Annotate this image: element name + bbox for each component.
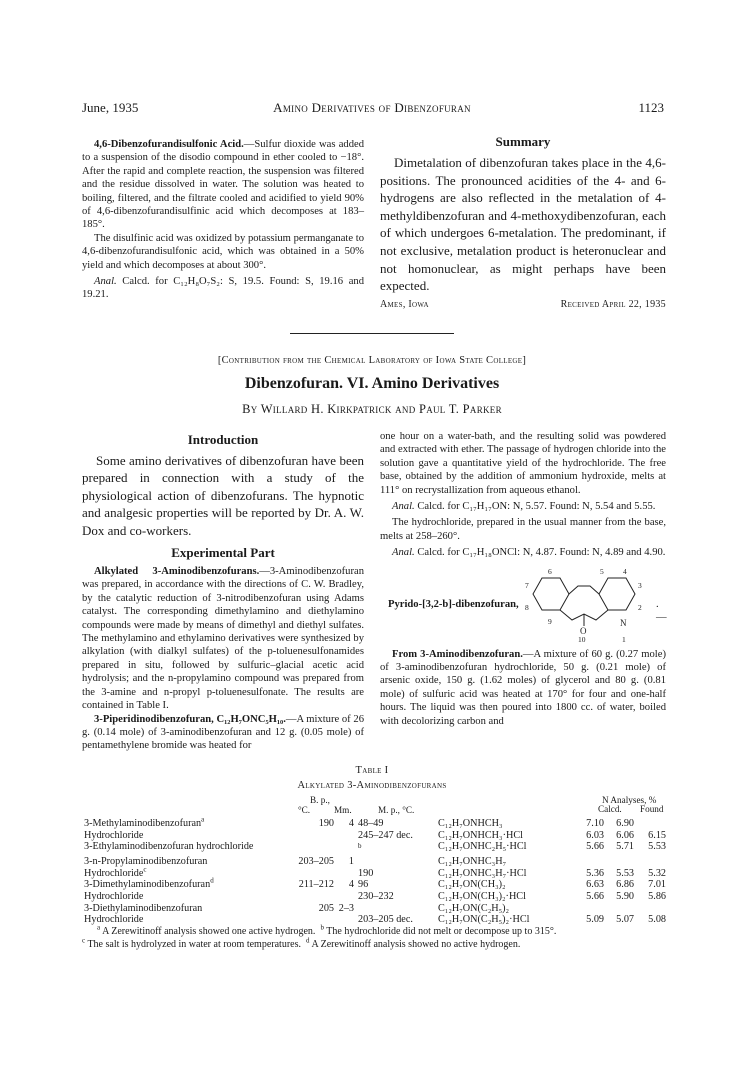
row-calcd: 7.10 (586, 818, 604, 829)
row-footnote-mark: c (143, 865, 147, 874)
row-name: Hydrochloride (84, 829, 144, 841)
article-title: Dibenzofuran. VI. Amino Derivatives (244, 375, 500, 392)
row-mp: 96 (358, 879, 369, 891)
row-found1: 6.90 (616, 818, 634, 829)
row-calcd: 6.03 (586, 829, 604, 841)
row-found1: 6.86 (616, 879, 634, 891)
row-formula: C₁₂H₇ONHC₃H₇·HCl (438, 867, 527, 879)
summary-heading: Summary (495, 134, 551, 149)
pyrido-dash: .— (656, 598, 667, 624)
table-row (82, 914, 668, 926)
row-name: 3-Ethylaminodibenzofuran hydrochloride (84, 841, 254, 853)
anal-label: Anal. (94, 276, 117, 288)
row-found2: 5.32 (648, 867, 666, 879)
row-name: 3-Dimethylaminodibenzofuran (84, 879, 211, 891)
row-found1: 5.71 (616, 841, 634, 853)
alkylated-text: —3-Aminodibenzofuran was prepared, in accordance with the directions of C. W. Bradley, by the catalytic reduction of 3-nitrodibenzofuran using Adams catalyst. The corresponding dimethylamino and diethylamino compounds were made by means of dimethyl and diethyl sulfates. The methylamino and ethylamino derivatives were synthesized by alkylation (with dialkyl sulfates) of the p-toluenesulfonamides prepared in situ, followed by sulfuric–glacial acetic acid hydrolysis; and the n-propylamino compound was prepared from the 3-amine and n-propyl p-toluenesulfonate. The results are contained in Table I. (82, 566, 364, 712)
row-mp: 230–232 (358, 890, 394, 902)
table-row (82, 830, 668, 842)
row-name: 3-Methylaminodibenzofuran (84, 818, 202, 829)
table-title: Alkylated 3-Aminodibenzofurans (297, 780, 447, 791)
article-authors: By Willard H. Kirkpatrick and Paul T. Parker (242, 402, 502, 416)
row-formula: C₁₂H₇ON(CH₃)₂·HCl (438, 890, 526, 902)
ring-atom-n: N (620, 617, 627, 628)
right-article-column (380, 430, 666, 728)
anal-text-2: Calcd. for C₁₇H₁₇ON: N, 5.57. Found: N, 5.54 and 5.55. (414, 501, 656, 513)
row-footnote-mark: d (210, 876, 214, 885)
row-footnote-mark: a (201, 815, 205, 824)
table-row (82, 891, 668, 903)
from-amine-heading: From 3-Aminodibenzofuran. (392, 648, 523, 660)
table-body (82, 815, 668, 926)
row-formula: C₁₂H₇ON(CH₃)₂ (438, 879, 506, 891)
row-formula: C₁₂H₇ONHCH₃ (438, 818, 503, 829)
intro-heading: Introduction (187, 432, 259, 447)
left-benzene-ring (533, 578, 569, 610)
table-row (82, 856, 668, 868)
right-pyridine-ring (599, 578, 635, 610)
ring-atom-o: O (580, 625, 587, 636)
table-row (82, 903, 668, 915)
row-mp: b (358, 842, 362, 851)
ring-num-9: 9 (548, 616, 552, 626)
section-divider (290, 333, 454, 334)
ring-num-6: 6 (548, 566, 552, 576)
table-row (82, 868, 668, 880)
ring-num-2: 2 (638, 602, 642, 612)
top-left-column (82, 138, 364, 302)
footnote-d: A Zerewitinoff analysis showed no active hydrogen. (311, 938, 521, 950)
summary-text: Dimetalation of dibenzofuran takes place in the 4,6-positions. The pronounced acidities of the 4- and 6-hydrogens are also reflected in the metalation of 4-methyldibenzofuran and 4-methoxydibenzofuran, each of which undergoes 6-metalation. The predominant, if not exclusive, metalation product is heteronuclear and not homonuclear, as might perhaps have been expected. (380, 155, 666, 294)
row-bp: 203–205 (298, 856, 334, 868)
row-mp: 48–49 (358, 818, 384, 829)
row-formula: C₁₂H₇ONHC₂H₅·HCl (438, 841, 527, 853)
row-found1: 5.90 (616, 890, 634, 902)
row-formula: C₁₂H₇ONHCH₃·HCl (438, 829, 523, 841)
ring-link (569, 586, 599, 594)
ring-num-4: 4 (623, 566, 627, 576)
page-number: 1123 (638, 100, 664, 115)
table-row (82, 879, 668, 891)
ring-num-10: 10 (578, 634, 586, 644)
row-found2: 5.08 (648, 914, 666, 926)
from-amine-text: —A mixture of 60 g. (0.27 mole) of 3-aminodibenzofuran hydrochloride, 50 g. (0.21 mole) of arsenic oxide, 150 g. (1.62 moles) of glycerol and 80 g. (0.81 mole) of sulfuric acid was heated at 170° for four and one-half hours. The liquid was then poured into 1800 cc. of water, boiled with decolorizing carbon and (380, 648, 666, 727)
ring-num-8: 8 (525, 602, 529, 612)
th-calcd: Calcd. (598, 804, 622, 814)
row-calcd: 5.66 (586, 890, 604, 902)
disulfonic-heading: 4,6-Dibenzofurandisulfonic Acid. (94, 139, 244, 150)
table-row (82, 818, 668, 830)
disulfonic-text: —Sulfur dioxide was added to a suspension of the disodio compound in ether cooled to −18°. After the rapid and complete reaction, the suspension was filtered and the residue dissolved in water. The solution was heated to boiling, filtered, and the filtrate cooled and acidified to yield 90% of 4,6-dibenzofurandisulfinic acid which decomposes at 183–185°. (82, 139, 364, 231)
row-found1: 5.07 (616, 914, 634, 926)
header-date: June, 1935 (82, 100, 139, 115)
left-article-column (82, 428, 364, 753)
row-mm: 1 (348, 856, 354, 868)
row-found1: 5.53 (616, 867, 634, 879)
row-calcd: 5.66 (586, 841, 604, 853)
summary-location: Ames, Iowa (380, 298, 429, 310)
oxidation-text: The disulfinic acid was oxidized by potassium permanganate to 4,6-dibenzofurandisulfonic acid, which was obtained in a 50% yield and which decomposes at about 300°. (82, 232, 364, 271)
row-mm: 4 (348, 879, 354, 891)
contribution-line: [Contribution from the Chemical Laboratory of Iowa State College] (217, 355, 527, 366)
row-calcd: 6.63 (586, 879, 604, 891)
th-c: °C. (298, 805, 311, 815)
footnote-c: The salt is hydrolyzed in water at room temperatures. (87, 938, 301, 950)
row-name: 3-Diethylaminodibenzofuran (84, 902, 203, 914)
th-bp: B. p., (310, 795, 330, 805)
footnote-b: The hydrochloride did not melt or decompose up to 315°. (326, 926, 557, 937)
piperidino-heading: 3-Piperidinodibenzofuran, C₁₂H₇ONC₅H₁₀. (94, 713, 286, 725)
anal-label-2: Anal. (392, 501, 415, 513)
pyrido-label: Pyrido-[3,2-b]-dibenzofuran, (388, 598, 519, 610)
summary-section (380, 134, 666, 313)
table-label: Table I (355, 765, 389, 776)
row-name: Hydrochloride (84, 867, 144, 879)
row-bp: 190 (318, 818, 334, 829)
th-nanal: N Analyses, % (602, 795, 657, 805)
row-calcd: 5.09 (586, 914, 604, 926)
th-mp: M. p., °C. (378, 805, 415, 815)
piperidino-text: —A mixture of 26 g. (0.14 mole) of 3-aminodibenzofuran and 12 g. (0.05 mole) of pentamethylene bromide was heated for (82, 713, 364, 752)
row-name: Hydrochloride (84, 890, 144, 902)
pyrido-dibenzofuran-structure (520, 564, 654, 644)
intro-text: Some amino derivatives of dibenzofuran have been prepared in connection with a study of the physiological action of dibenzofurans. The hypnotic and analgesic properties will be reported by Dr. A. W. Dox and co-workers. (82, 453, 364, 538)
row-bp: 205 (318, 902, 334, 914)
row-formula: C₁₂H₇ON(C₂H₅)₂·HCl (438, 914, 530, 926)
row-found2: 5.86 (648, 890, 666, 902)
row-found2: 7.01 (648, 879, 666, 891)
row-found1: 6.06 (616, 829, 634, 841)
th-found: Found (640, 804, 664, 814)
anal-text-3: Calcd. for C₁₇H₁₈ONCl: N, 4.87. Found: N, 4.89 and 4.90. (414, 547, 666, 559)
row-found2: 5.53 (648, 841, 666, 853)
row-formula: C₁₂H₇ONHC₃H₇ (438, 856, 507, 868)
footnote-a: A Zerewitinoff analysis showed one active hydrogen. (102, 926, 316, 937)
row-name: Hydrochloride (84, 914, 144, 926)
anal-text: Calcd. for C₁₂H₈O₇S₂: S, 19.5. Found: S, 19.16 and 19.21. (82, 276, 364, 301)
row-mp: 203–205 dec. (358, 914, 413, 926)
experimental-heading: Experimental Part (171, 545, 275, 561)
anal-label-3: Anal. (392, 547, 415, 559)
row-mm: 2–3 (338, 902, 354, 914)
ring-num-3: 3 (638, 580, 642, 590)
row-mm: 4 (348, 818, 354, 829)
row-name: 3-n-Propylaminodibenzofuran (84, 856, 208, 868)
row-bp: 211–212 (298, 879, 334, 891)
table-row (82, 841, 668, 856)
alkylated-heading: Alkylated 3-Aminodibenzofurans. (94, 566, 260, 578)
hydrochloride-text: The hydrochloride, prepared in the usual manner from the base, melts at 258–260°. (380, 517, 666, 542)
pyrido-structure-block (380, 564, 666, 644)
table-footnotes: $^a$ A Zerewitinoff analysis showed one active hydrogen. $^b$ The hydrochloride did not melt or decompose up to 315°. $^c$ The salt is hydrolyzed in water at room temperatures. $^d$ A Zerewitinoff analysis showed no active hydrogen. (82, 923, 557, 950)
ring-num-1: 1 (622, 634, 626, 644)
row-mp: 245–247 dec. (358, 829, 413, 841)
row-calcd: 5.36 (586, 867, 604, 879)
piperidino-continued: one hour on a water-bath, and the resulting solid was powdered and extracted with ether. The passage of hydrogen chloride into the solution gave a quantitative yield of the hydrochloride. The free base, obtained by the addition of ammonium hydroxide, melts at 111° on recrystallization from aqueous ethanol. (380, 431, 666, 496)
row-found2: 6.15 (648, 829, 666, 841)
ring-num-5: 5 (600, 566, 604, 576)
running-title: Amino Derivatives of Dibenzofuran (273, 100, 471, 115)
row-formula: C₁₂H₇ON(C₂H₅)₂ (438, 902, 510, 914)
ring-num-7: 7 (525, 580, 529, 590)
summary-received: Received April 22, 1935 (560, 298, 666, 310)
th-mm: Mm. (334, 805, 352, 815)
row-mp: 190 (358, 867, 374, 879)
